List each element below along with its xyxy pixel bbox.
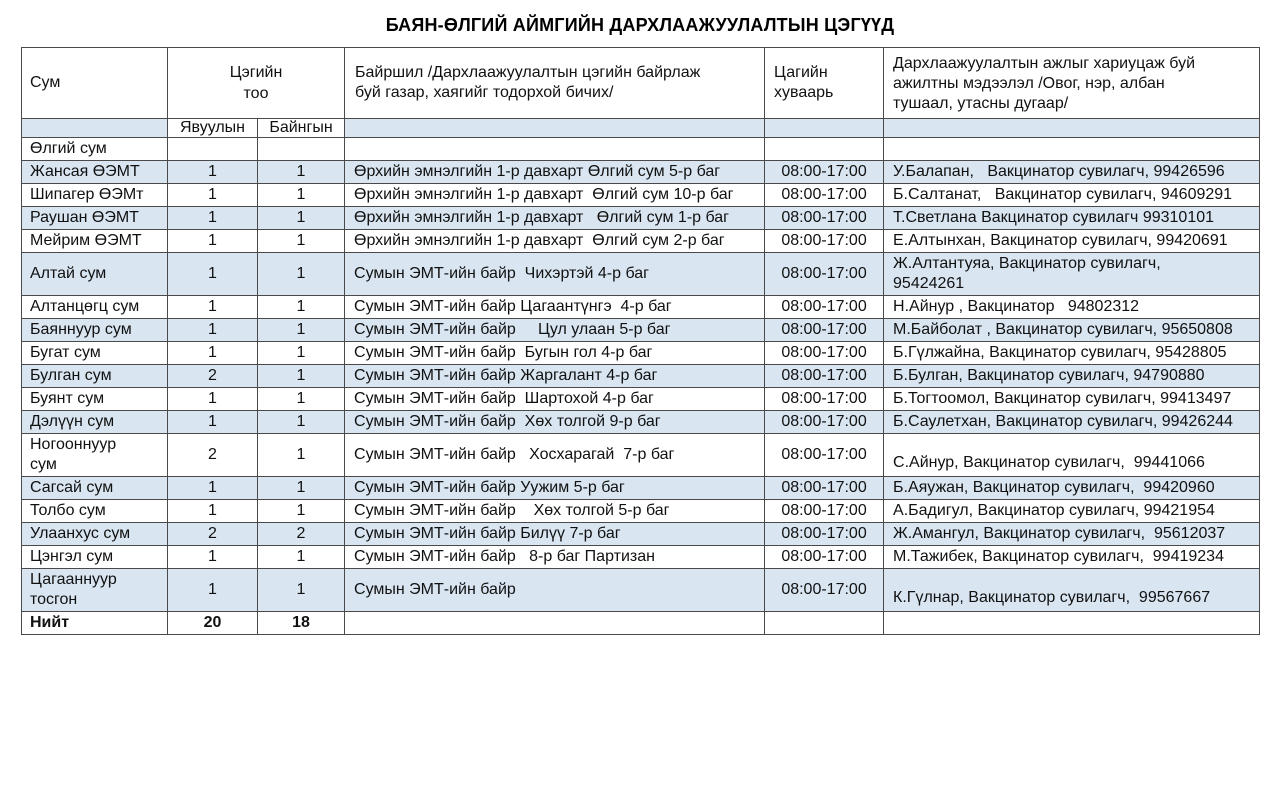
permanent-count-cell: 1 (258, 434, 345, 477)
location-cell: Өрхийн эмнэлгийн 1-р давхарт Өлгий сум 2-р баг (345, 230, 765, 253)
location-cell: Сумын ЭМТ-ийн байр (345, 569, 765, 612)
subheader-row (22, 119, 1260, 138)
permanent-count-cell: 1 (258, 388, 345, 411)
sum-cell: Алтанцөгц сум (22, 296, 168, 319)
staff-cell: Б.Булган, Вакцинатор сувилагч, 94790880 (884, 365, 1260, 388)
time-cell (765, 138, 884, 161)
sum-cell: Булган сум (22, 365, 168, 388)
permanent-count-cell: 1 (258, 319, 345, 342)
mobile-count-cell: 1 (168, 388, 258, 411)
mobile-count-cell: 1 (168, 319, 258, 342)
time-cell: 08:00-17:00 (765, 184, 884, 207)
page-title: БАЯН-ӨЛГИЙ АЙМГИЙН ДАРХЛААЖУУЛАЛТЫН ЦЭГҮҮД (385, 15, 895, 35)
permanent-count-cell: 1 (258, 411, 345, 434)
location-cell: Сумын ЭМТ-ийн байр Цагаантүнгэ 4-р баг (345, 296, 765, 319)
sum-cell: Ногооннуур сум (22, 434, 168, 477)
staff-cell: М.Тажибек, Вакцинатор сувилагч, 99419234 (884, 546, 1260, 569)
permanent-count-cell: 1 (258, 546, 345, 569)
permanent-count-cell: 1 (258, 342, 345, 365)
vaccination-points-table (21, 47, 1260, 635)
mobile-count-cell: 1 (168, 546, 258, 569)
mobile-count-cell: 1 (168, 411, 258, 434)
mobile-count-cell: 1 (168, 569, 258, 612)
time-cell: 08:00-17:00 (765, 161, 884, 184)
staff-cell: Е.Алтынхан, Вакцинатор сувилагч, 99420691 (884, 230, 1260, 253)
table-row (22, 523, 1260, 546)
table-row (22, 569, 1260, 612)
time-cell: 08:00-17:00 (765, 411, 884, 434)
table-row (22, 207, 1260, 230)
staff-cell: Б.Аяужан, Вакцинатор сувилагч, 99420960 (884, 477, 1260, 500)
time-cell: 08:00-17:00 (765, 546, 884, 569)
location-cell: Сумын ЭМТ-ийн байр Бугын гол 4-р баг (345, 342, 765, 365)
mobile-count-cell: 1 (168, 500, 258, 523)
sum-cell: Бугат сум (22, 342, 168, 365)
permanent-count-cell: 1 (258, 161, 345, 184)
points-count-line1: Цэгийн (229, 64, 283, 81)
mobile-count-cell: 1 (168, 207, 258, 230)
location-cell: Сумын ЭМТ-ийн байр Хөх толгой 9-р баг (345, 411, 765, 434)
time-cell: 08:00-17:00 (765, 500, 884, 523)
table-row (22, 477, 1260, 500)
points-count-line2: тоо (243, 85, 269, 102)
table-row (22, 296, 1260, 319)
permanent-count-cell (258, 138, 345, 161)
staff-cell: Ж.Амангул, Вакцинатор сувилагч, 95612037 (884, 523, 1260, 546)
staff-cell (884, 138, 1260, 161)
sum-cell: Алтай сум (22, 253, 168, 296)
table-row (22, 546, 1260, 569)
mobile-count-cell: 1 (168, 230, 258, 253)
permanent-count-cell: 1 (258, 207, 345, 230)
table-row (22, 365, 1260, 388)
time-cell: 08:00-17:00 (765, 388, 884, 411)
location-cell: Сумын ЭМТ-ийн байр Хөх толгой 5-р баг (345, 500, 765, 523)
sum-cell: Баяннуур сум (22, 319, 168, 342)
time-cell: 08:00-17:00 (765, 477, 884, 500)
time-cell (765, 612, 884, 635)
staff-cell: Ж.Алтантуяа, Вакцинатор сувилагч, 95424261 (884, 253, 1260, 296)
time-cell: 08:00-17:00 (765, 523, 884, 546)
location-cell (345, 612, 765, 635)
column-header-sum: Сум (22, 48, 168, 119)
sum-cell: Цэнгэл сум (22, 546, 168, 569)
column-header-mobile: Явуулын (168, 119, 258, 138)
sum-cell: Дэлүүн сум (22, 411, 168, 434)
staff-cell: С.Айнур, Вакцинатор сувилагч, 99441066 (884, 434, 1260, 477)
mobile-count-cell: 1 (168, 296, 258, 319)
table-row (22, 500, 1260, 523)
permanent-count-cell: 1 (258, 569, 345, 612)
mobile-count-cell: 1 (168, 477, 258, 500)
sum-cell: Жансая ӨЭМТ (22, 161, 168, 184)
subheader-gap (765, 119, 884, 138)
staff-cell (884, 612, 1260, 635)
staff-cell: Б.Гүлжайна, Вакцинатор сувилагч, 95428805 (884, 342, 1260, 365)
sum-cell: Раушан ӨЭМТ (22, 207, 168, 230)
location-cell: Сумын ЭМТ-ийн байр Шартохой 4-р баг (345, 388, 765, 411)
column-header-points-count (168, 48, 345, 119)
permanent-count-cell: 2 (258, 523, 345, 546)
staff-cell: Т.Светлана Вакцинатор сувилагч 99310101 (884, 207, 1260, 230)
location-cell: Сумын ЭМТ-ийн байр Чихэртэй 4-р баг (345, 253, 765, 296)
subheader-gap (884, 119, 1260, 138)
sum-cell: Толбо сум (22, 500, 168, 523)
location-cell: Өрхийн эмнэлгийн 1-р давхарт Өлгий сум 1-р баг (345, 207, 765, 230)
staff-cell: К.Гүлнар, Вакцинатор сувилагч, 99567667 (884, 569, 1260, 612)
permanent-count-cell: 1 (258, 296, 345, 319)
permanent-count-cell: 1 (258, 477, 345, 500)
table-row (22, 342, 1260, 365)
staff-cell: Б.Салтанат, Вакцинатор сувилагч, 94609291 (884, 184, 1260, 207)
time-cell: 08:00-17:00 (765, 253, 884, 296)
location-cell: Сумын ЭМТ-ийн байр Цул улаан 5-р баг (345, 319, 765, 342)
staff-cell: М.Байболат , Вакцинатор сувилагч, 95650808 (884, 319, 1260, 342)
location-cell: Өрхийн эмнэлгийн 1-р давхарт Өлгий сум 10-р баг (345, 184, 765, 207)
total-row (22, 612, 1260, 635)
permanent-count-cell: 1 (258, 184, 345, 207)
table-row (22, 388, 1260, 411)
table-row (22, 434, 1260, 477)
mobile-count-cell: 20 (168, 612, 258, 635)
staff-cell: Б.Тогтоомол, Вакцинатор сувилагч, 99413497 (884, 388, 1260, 411)
staff-cell: Н.Айнур , Вакцинатор 94802312 (884, 296, 1260, 319)
sum-cell: Цагааннуур тосгон (22, 569, 168, 612)
sum-cell: Улаанхус сум (22, 523, 168, 546)
table-row (22, 138, 1260, 161)
mobile-count-cell (168, 138, 258, 161)
time-cell: 08:00-17:00 (765, 296, 884, 319)
mobile-count-cell: 1 (168, 253, 258, 296)
permanent-count-cell: 1 (258, 500, 345, 523)
mobile-count-cell: 2 (168, 365, 258, 388)
table-body (22, 138, 1260, 635)
location-cell: Сумын ЭМТ-ийн байр Жаргалант 4-р баг (345, 365, 765, 388)
location-cell: Өрхийн эмнэлгийн 1-р давхарт Өлгий сум 5-р баг (345, 161, 765, 184)
location-cell: Сумын ЭМТ-ийн байр Уужим 5-р баг (345, 477, 765, 500)
column-header-staff: Дархлаажуулалтын ажлыг хариуцаж буй ажилтны мэдээлэл /Овог, нэр, албан тушаал, утасны дугаар/ (884, 48, 1260, 119)
table-row (22, 161, 1260, 184)
mobile-count-cell: 2 (168, 523, 258, 546)
permanent-count-cell: 18 (258, 612, 345, 635)
header-row (22, 48, 1260, 119)
table-row (22, 411, 1260, 434)
subheader-gap (22, 119, 168, 138)
mobile-count-cell: 1 (168, 161, 258, 184)
table-row (22, 230, 1260, 253)
mobile-count-cell: 1 (168, 184, 258, 207)
staff-cell: У.Балапан, Вакцинатор сувилагч, 99426596 (884, 161, 1260, 184)
sum-cell: Өлгий сум (22, 138, 168, 161)
location-cell: Сумын ЭМТ-ийн байр Билүү 7-р баг (345, 523, 765, 546)
time-cell: 08:00-17:00 (765, 319, 884, 342)
table-row (22, 184, 1260, 207)
table-row (22, 253, 1260, 296)
column-header-permanent: Байнгын (258, 119, 345, 138)
mobile-count-cell: 1 (168, 342, 258, 365)
location-cell (345, 138, 765, 161)
sum-cell: Нийт (22, 612, 168, 635)
sum-cell: Шипагер ӨЭМт (22, 184, 168, 207)
sum-cell: Мейрим ӨЭМТ (22, 230, 168, 253)
time-cell: 08:00-17:00 (765, 365, 884, 388)
table-row (22, 319, 1260, 342)
location-cell: Сумын ЭМТ-ийн байр 8-р баг Партизан (345, 546, 765, 569)
subheader-gap (345, 119, 765, 138)
permanent-count-cell: 1 (258, 253, 345, 296)
time-cell: 08:00-17:00 (765, 434, 884, 477)
sum-cell: Сагсай сум (22, 477, 168, 500)
permanent-count-cell: 1 (258, 230, 345, 253)
column-header-schedule: Цагийн хуваарь (765, 48, 884, 119)
time-cell: 08:00-17:00 (765, 207, 884, 230)
mobile-count-cell: 2 (168, 434, 258, 477)
time-cell: 08:00-17:00 (765, 342, 884, 365)
time-cell: 08:00-17:00 (765, 569, 884, 612)
staff-cell: А.Бадигул, Вакцинатор сувилагч, 99421954 (884, 500, 1260, 523)
location-cell: Сумын ЭМТ-ийн байр Хосхарагай 7-р баг (345, 434, 765, 477)
time-cell: 08:00-17:00 (765, 230, 884, 253)
staff-cell: Б.Саулетхан, Вакцинатор сувилагч, 99426244 (884, 411, 1260, 434)
column-header-location: Байршил /Дархлаажуулалтын цэгийн байрлаж буй газар, хаягийг тодорхой бичих/ (345, 48, 765, 119)
permanent-count-cell: 1 (258, 365, 345, 388)
sum-cell: Буянт сум (22, 388, 168, 411)
